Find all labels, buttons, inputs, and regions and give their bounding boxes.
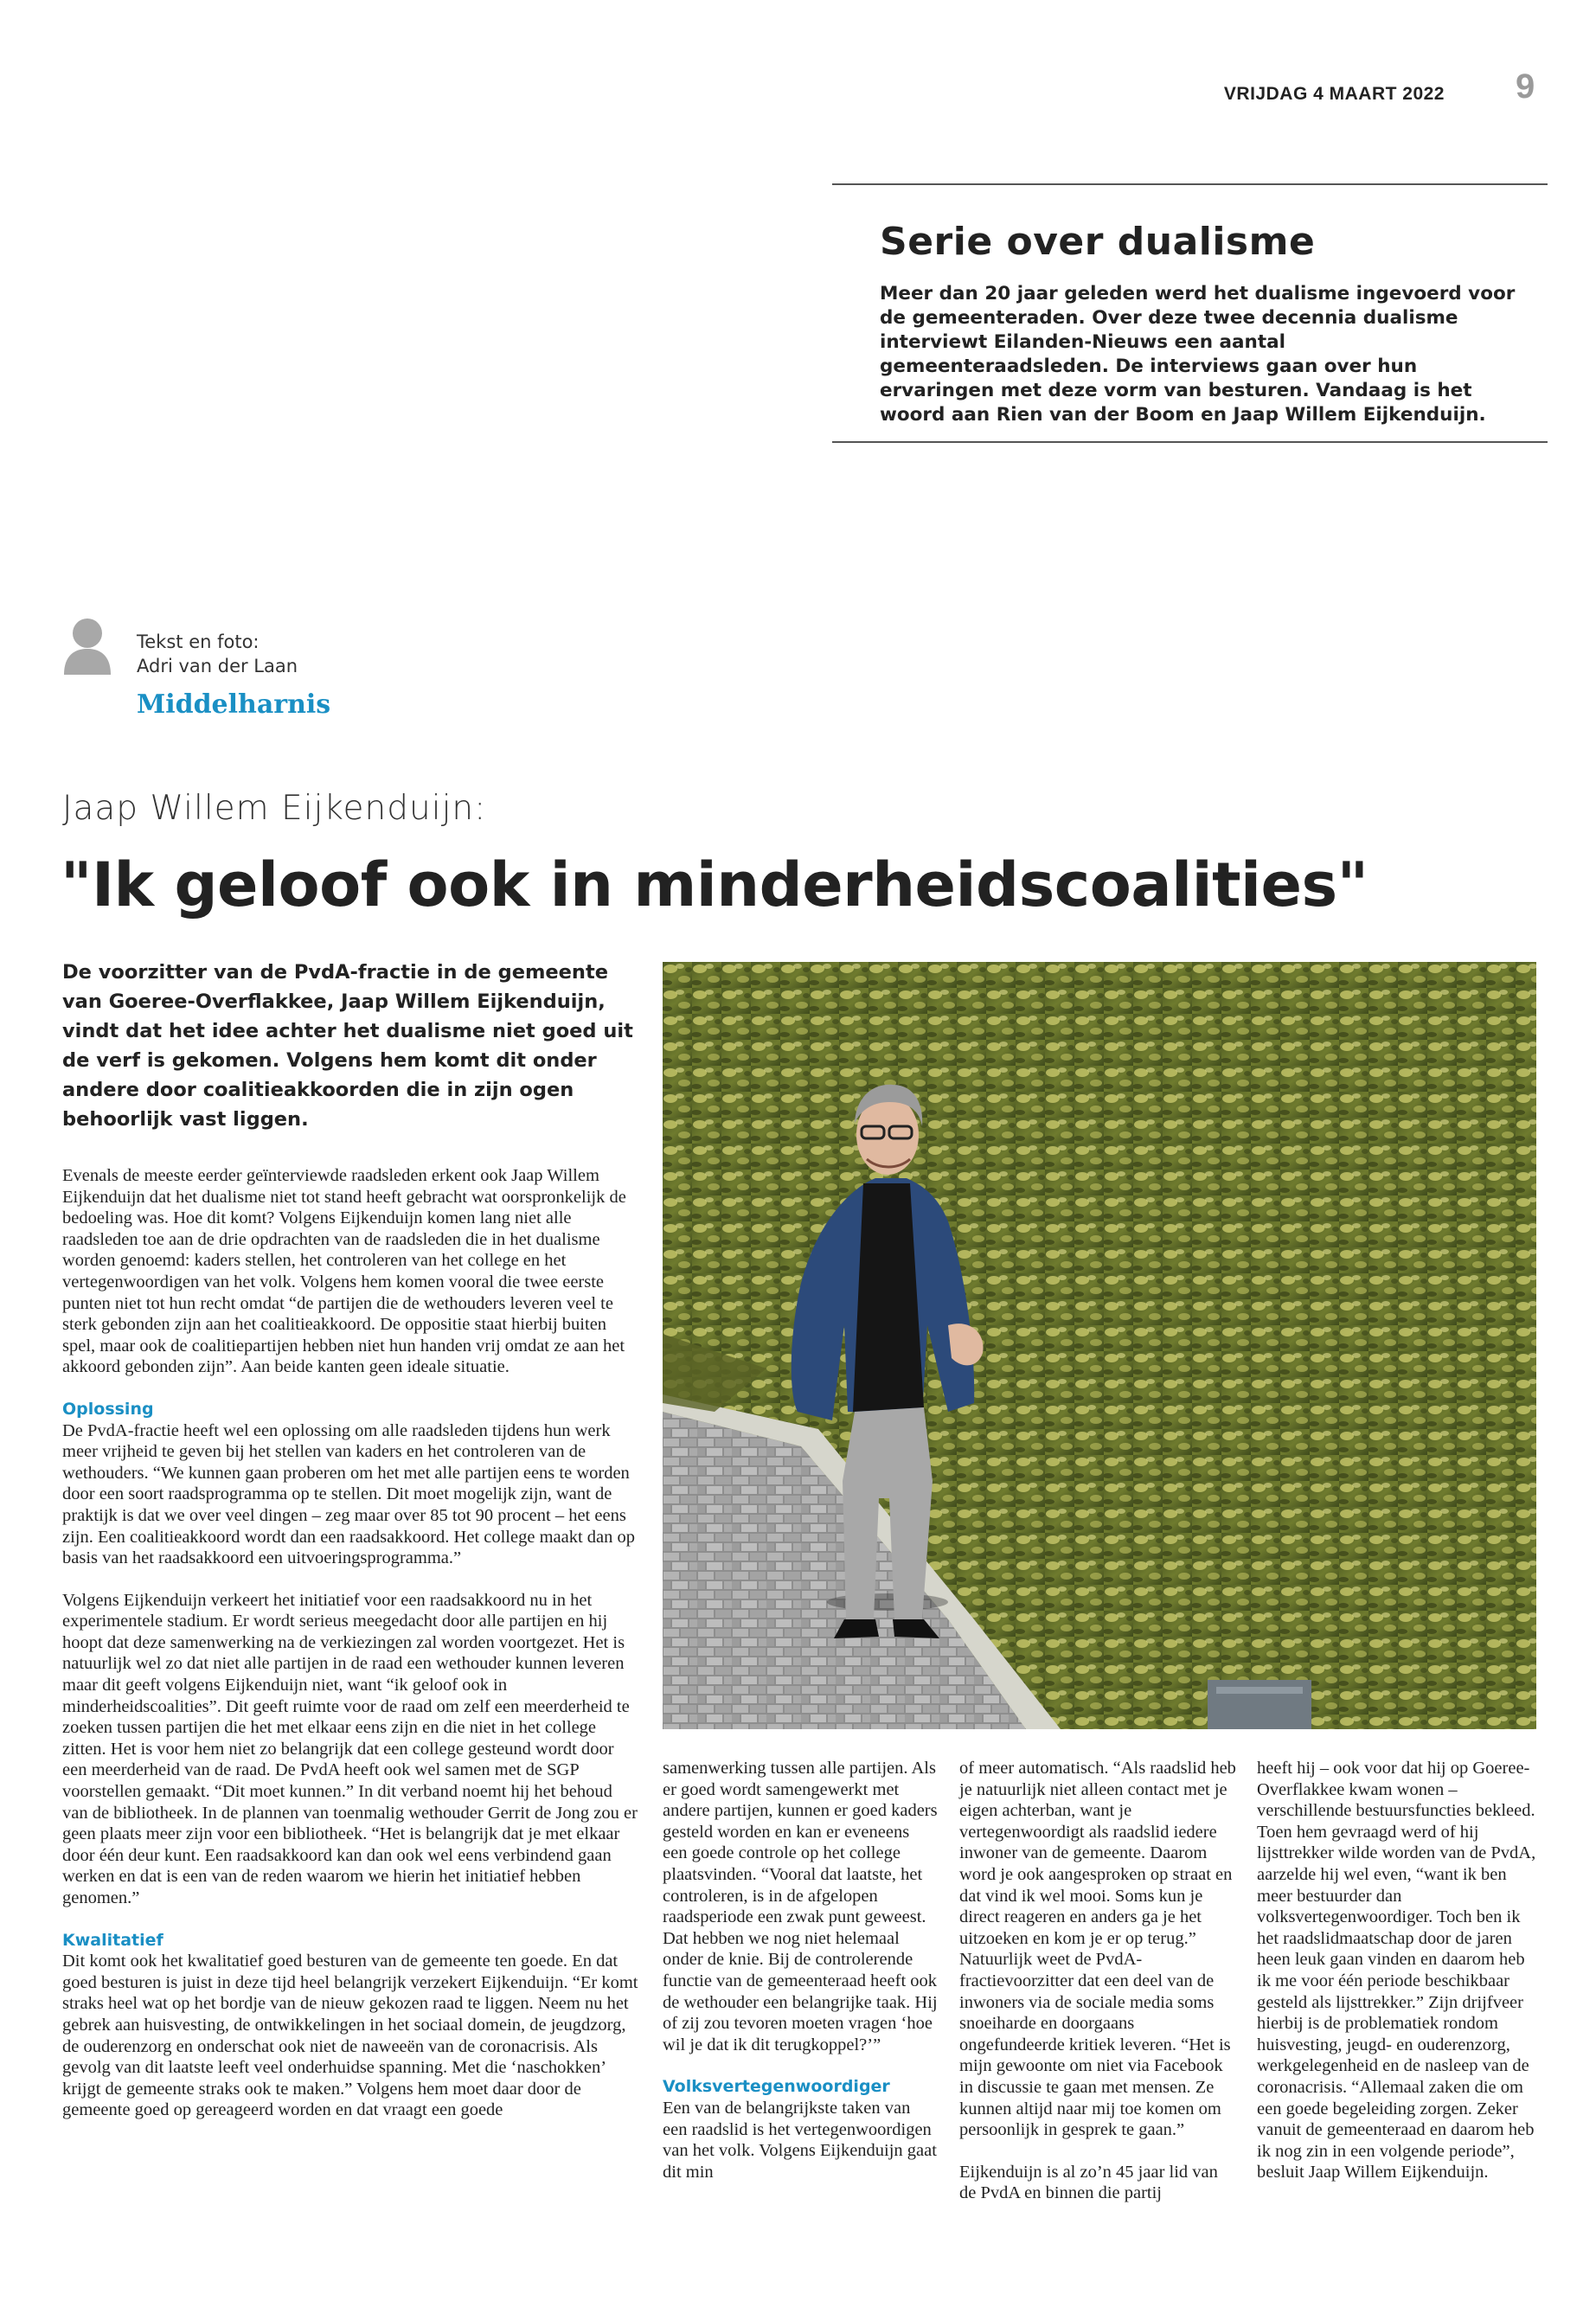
paragraph: Dit komt ook het kwalitatief goed besturen van de gemeente ten goede. En dat goed besturen is juist in deze tijd heel belangrijk verzekert Eijkenduijn. “Er komt straks heel wat op het bordje van de nieuw gekozen raad te liggen. Neem nu het gebrek aan huisvesting, de ontwikkelingen in het sociaal domein, de jeugdzorg, de ouderenzorg en onderschat ook niet de naweeën van de coronacrisis. Als gevolg van dit laatste leeft veel onderhuidse spanning. Met die ‘naschokken’ krijgt de gemeente straks ook te maken.” Volgens hem moet daar door de gemeente goed op gereageerd worden en dat vraagt een goede	[62, 1952, 638, 2120]
series-box	[832, 183, 1548, 443]
subhead-kwalitatief: Kwalitatief	[62, 1930, 163, 1950]
paragraph: heeft hij – ook voor dat hij op Goeree-Overflakkee kwam wonen – verschillende bestuursfuncties bekleed. Toen hem gevraagd werd of hij lijsttrekker wilde worden van de PvdA, aarzelde hij wel even, “want ik ben meer bestuurder dan volksvertegenwoordiger. Toch ben ik het raadslidmaatschap door de jaren heen leuk gaan vinden en daarom heb ik me voor één periode beschikbaar gesteld als lijsttrekker.” Zijn drijfveer hierbij is de problematiek rondom huisvesting, jeugd- en ouderenzorg, werkgelegenheid en de nasleep van de coronacrisis. “Allemaal zaken die om een goede begeleiding zorgen. Zeker vanuit de gemeenteraad en daarom heb ik nog zin in een volgende periode”, besluit Jaap Willem Eijkenduijn.	[1257, 1759, 1536, 2182]
paragraph: Eijkenduijn is al zo’n 45 jaar lid van de PvdA en binnen die partij	[959, 2162, 1218, 2203]
subhead-volksvertegenwoordiger: Volksvertegenwoordiger	[663, 2077, 890, 2097]
paragraph: Een van de belangrijkste taken van een raadslid is het vertegenwoordigen van het volk. Volgens Eijkenduijn gaat dit min	[663, 2098, 937, 2182]
byline	[137, 630, 298, 678]
paragraph: Evenals de meeste eerder geïnterviewde raadsleden erkent ook Jaap Willem Eijkenduijn dat het dualisme niet tot stand heeft gebracht wat oorspronkelijk de bedoeling was. Hoe dit komt? Volgens Eijkenduijn komen lang niet alle raadsleden toe aan de drie opdrachten van de raadsleden die in het dualisme worden genoemd: kaders stellen, het controleren van het college en het vertegenwoordigen van het volk. Volgens hem komen vooral die twee eerste punten niet tot hun recht omdat “de partijen die de wethouders leveren veel te sterk gebonden zijn aan het coalitieakkoord. De oppositie staat hierbij buiten spel, maar ook de coalitiepartijen hebben niet hun handen vrij omdat ze aan het akkoord gebonden zijn”. Aan beide kanten geen ideale situatie.	[62, 1166, 626, 1377]
article-column-3	[959, 1758, 1236, 2204]
paragraph: De PvdA-fractie heeft wel een oplossing om alle raadsleden tijdens hun werk meer vrijheid te geven bij het stellen van kaders en het controleren van de wethouders. “We kunnen gaan proberen om het met alle partijen eens te worden door een soort raadsprogramma op te stellen. Dit moet mogelijk zijn, want de praktijk is dat we over veel dingen – zeg maar over 85 tot 90 procent – het eens zijn. Een coalitieakkoord wordt dan een raadsakkoord. Het college maakt dan op basis van het raadsakkoord een uitvoeringsprogramma.”	[62, 1420, 636, 1568]
byline-author: Adri van der Laan	[137, 656, 298, 676]
byline-label: Tekst en foto:	[137, 631, 260, 652]
article-column-2	[663, 1758, 938, 2182]
portrait-photo	[663, 962, 1536, 1729]
paragraph: samenwerking tussen alle partijen. Als er goed wordt samengewerkt met andere partijen, kunnen er goed kaders gesteld worden en kan er eveneens een goede controle op het college plaatsvinden. “Vooral dat laatste, het controleren, is in de afgelopen raadsperiode een zwak punt geweest. Dat hebben we nog niet helemaal onder de knie. Bij de controlerende functie van de gemeenteraad heeft ook de wethouder een belangrijke taak. Hij of zij zou tevoren moeten vragen ‘hoe wil je dat ik dit terugkoppel?’”	[663, 1759, 938, 2054]
dateline-location: Middelharnis	[137, 689, 331, 720]
article-intro: De voorzitter van de PvdA-fractie in de gemeente van Goeree-Overflakkee, Jaap Willem Eijkenduijn, vindt dat het idee achter het dualisme niet goed uit de verf is gekomen. Volgens hem komt dit onder andere door coalitieakkoorden die in zijn ogen behoorlijk vast liggen.	[62, 961, 633, 1131]
issue-date: VRIJDAG 4 MAART 2022	[1223, 84, 1445, 104]
person-icon	[62, 616, 112, 675]
subhead-oplossing: Oplossing	[62, 1399, 154, 1419]
article-column-4	[1257, 1758, 1542, 2183]
article-column-1	[62, 1165, 642, 2121]
series-title: Serie over dualisme	[880, 220, 1316, 264]
article-headline: "Ik geloof ook in minderheidscoalities"	[61, 849, 1368, 920]
page-number: 9	[1516, 67, 1535, 106]
paragraph: of meer automatisch. “Als raadslid heb je natuurlijk niet alleen contact met je eigen achterban, want je vertegenwoordigt als raadslid iedere inwoner van de gemeente. Daarom word je ook aangesproken op straat en dat vind ik wel mooi. Soms kun je direct reageren en anders ga je het uitzoeken en kom je er op terug.” Natuurlijk weet de PvdA-fractievoorzitter dat een deel van de inwoners via de sociale media soms snoeiharde en doorgaans ongefundeerde kritiek leveren. “Het is mijn gewoonte om niet via Facebook in discussie te gaan met mensen. Ze kunnen altijd naar mij toe komen om persoonlijk in gesprek te gaan.”	[959, 1759, 1236, 2140]
paragraph: Volgens Eijkenduijn verkeert het initiatief voor een raadsakkoord nu in het experimentele stadium. Er wordt serieus meegedacht door alle partijen en hij hoopt dat deze samenwerking na de verkiezingen zal worden voortgezet. Het is natuurlijk wel zo dat niet alle partijen in de raad een wethouder kunnen leveren maar dit geeft volgens Eijkenduijn niet, want “ik geloof ook in minderheidscoalities”. Dit geeft ruimte voor de raad om zelf een meerderheid te zoeken tussen partijen die het met elkaar eens zijn en die niet in het college zitten. Het is voor hem niet zo belangrijk dat een college gesteund wordt door een meerderheid van de raad. De PvdA heeft ook wel samen met de SGP voorstellen gemaakt. “Dit moet kunnen.” In dit verband noemt hij het behoud van de bibliotheek. In de plannen van toenmalig wethouder Gerrit de Jong zou er geen plaats meer zijn voor een bibliotheek. “Het is belangrijk dat je met elkaar door één deur kunt. Een raadsakkoord kan dan ook wel eens verbindend gaan werken en dat is een van de reden waarom we hierin het initiatief hebben genomen.”	[62, 1590, 638, 1907]
article-kicker: Jaap Willem Eijkenduijn:	[62, 789, 487, 828]
series-text: Meer dan 20 jaar geleden werd het dualisme ingevoerd voor de gemeenteraden. Over deze twee decennia dualisme interviewt Eilanden-Nieuws een aantal gemeenteraadsleden. De interviews gaan over hun ervaringen met deze vorm van besturen. Vandaag is het woord aan Rien van der Boom en Jaap Willem Eijkenduijn.	[880, 283, 1516, 426]
